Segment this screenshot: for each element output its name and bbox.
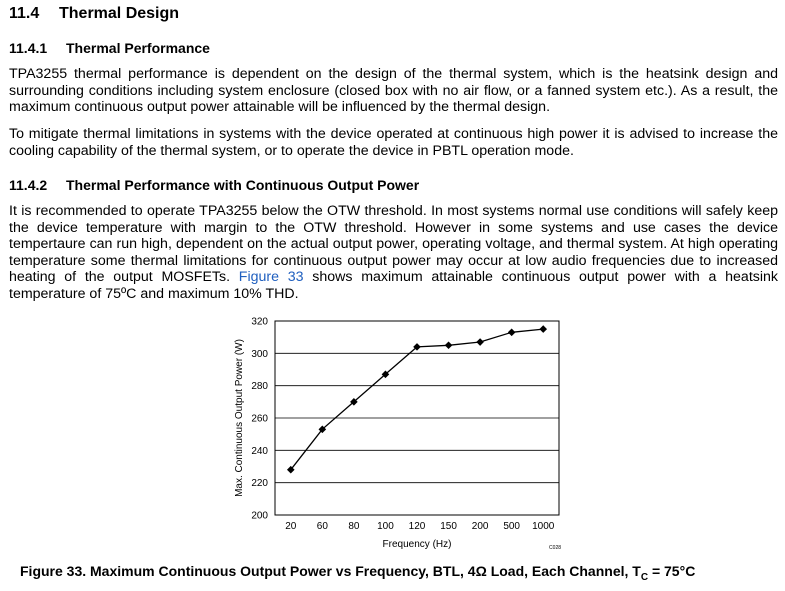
power-vs-frequency-chart — [228, 312, 568, 557]
data-point — [539, 325, 547, 333]
x-tick-label: 80 — [348, 521, 360, 532]
section-number: 11.4 — [9, 5, 40, 22]
x-tick-label: 150 — [440, 521, 457, 532]
x-tick-label: 500 — [503, 521, 521, 532]
subsection-title-1: Thermal Performance — [66, 40, 210, 56]
y-tick-label: 320 — [251, 316, 268, 328]
subsection-heading-2 — [9, 177, 419, 193]
subsection-number-2: 11.4.2 — [9, 177, 48, 193]
data-point — [508, 329, 516, 337]
subsection-number-1: 11.4.1 — [9, 40, 48, 56]
caption-main: Figure 33. Maximum Continuous Output Power vs Frequency, BTL, 4Ω Load, Each Channel, T — [20, 563, 641, 579]
x-tick-label: 120 — [408, 521, 426, 532]
x-axis-label: Frequency (Hz) — [382, 539, 452, 550]
paragraph-3-text-after: shows maximum attainable continuous output power with a heatsink temperature of 75ºC and maximum 10% THD. — [9, 269, 778, 302]
section-heading — [9, 5, 179, 23]
y-tick-label: 260 — [251, 413, 268, 425]
y-tick-labels — [251, 317, 268, 522]
subsection-title-2: Thermal Performance with Continuous Output Power — [66, 177, 420, 193]
data-markers — [287, 325, 547, 473]
x-tick-label: 60 — [316, 521, 328, 532]
section-title: Thermal Design — [59, 5, 180, 22]
caption-subscript: C — [640, 571, 649, 583]
data-point — [476, 338, 484, 346]
caption-tail: = 75°C — [648, 563, 696, 579]
x-tick-label: 1000 — [532, 521, 555, 532]
y-tick-label: 220 — [251, 478, 268, 490]
paragraph-1: TPA3255 thermal performance is dependent on the design of the thermal system, which is the heatsink design and surrounding conditions including system enclosure (closed box with no air flow, or a fanned system etc.). As a result, the maximum continuous output power attainable will be influenced by the thermal design. — [9, 66, 778, 116]
figure-code: C028 — [549, 545, 561, 551]
y-tick-label: 240 — [251, 445, 268, 457]
subsection-heading-1 — [9, 40, 210, 56]
data-point — [445, 341, 453, 349]
figure-caption — [20, 563, 780, 583]
x-tick-label: 100 — [377, 521, 394, 532]
x-tick-label: 20 — [285, 521, 297, 532]
chart-container — [228, 312, 568, 557]
paragraph-3 — [9, 203, 778, 303]
y-tick-label: 300 — [251, 348, 268, 360]
y-tick-label: 280 — [251, 381, 268, 393]
paragraph-2: To mitigate thermal limitations in systems with the device operated at continuous high power it is advised to increase the cooling capability of the thermal system, or to operate the device in PBTL operation mode. — [9, 126, 778, 159]
y-tick-label: 200 — [251, 510, 268, 522]
y-axis-label: Max. Continuous Output Power (W) — [234, 339, 245, 497]
paragraph-3-text-before: It is recommended to operate TPA3255 below the OTW threshold. In most systems normal use conditions will safely keep the device temperature with margin to the OTW threshold. However in some systems and use cases the device tempertaure can run high, dependent on the actual output power, operating voltage, and thermal system. At high operating temperature some thermal limitations for continuous output power may occur at low audio frequencies due to increased heating of the output MOSFETs. — [9, 203, 778, 286]
x-tick-labels — [285, 521, 555, 532]
x-tick-label: 200 — [471, 521, 489, 532]
figure-33-link[interactable]: Figure 33 — [238, 269, 304, 286]
